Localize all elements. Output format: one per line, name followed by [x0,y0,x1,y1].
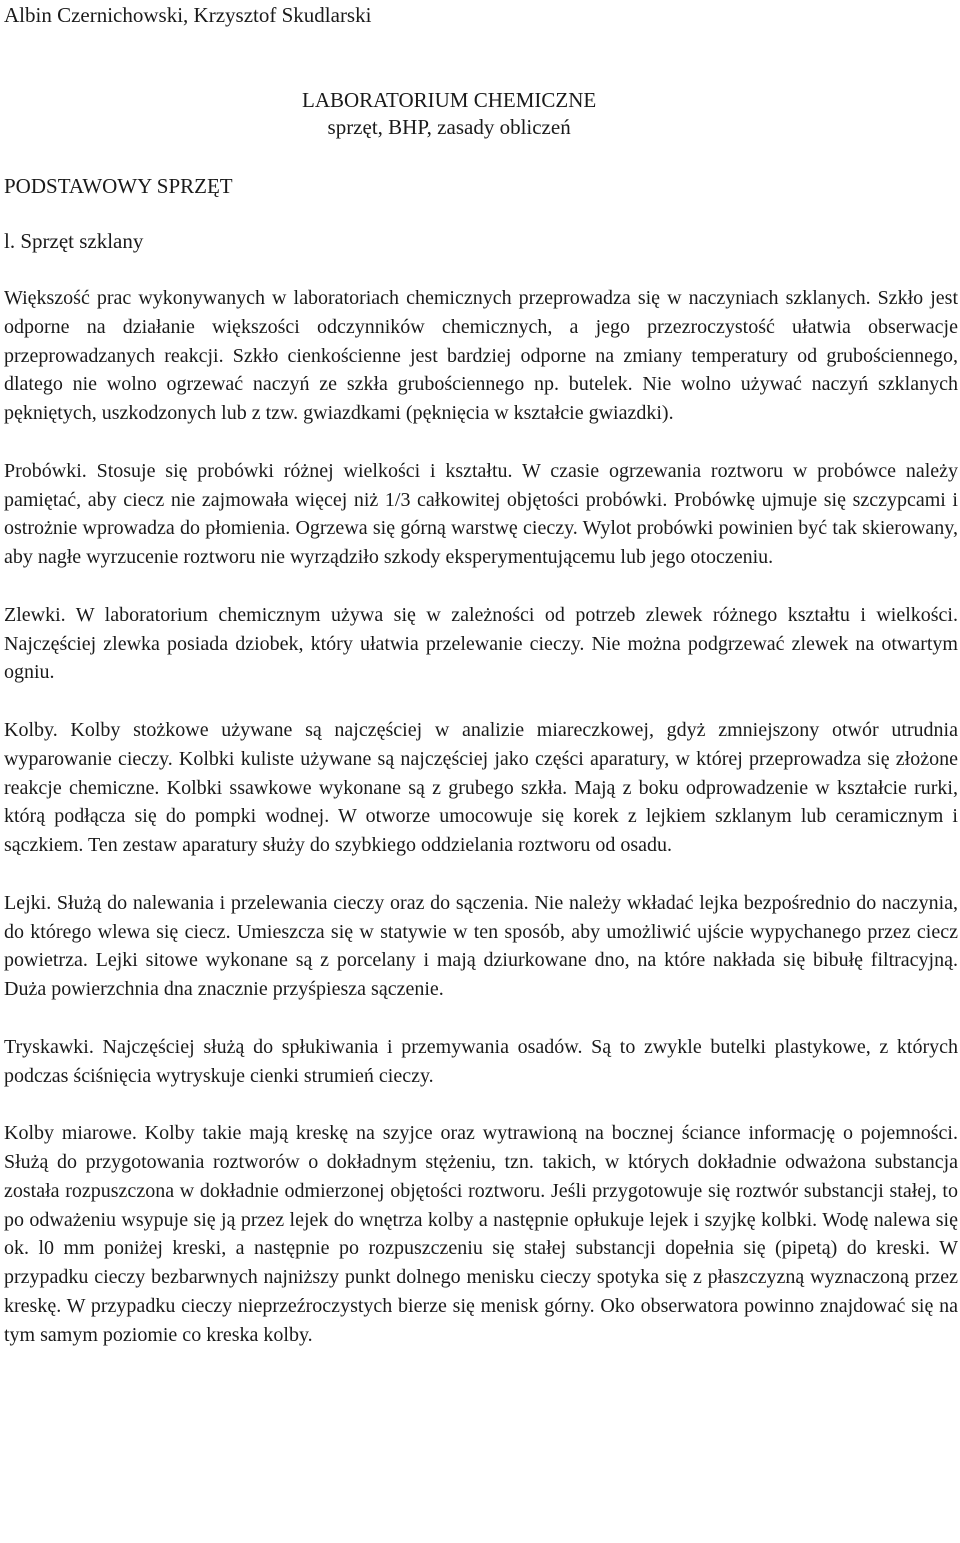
paragraph-volumetric-flasks: Kolby miarowe. Kolby takie mają kreskę na szyjce oraz wytrawioną na bocznej ściance informację o pojemności. Służą do przygotowania roztworów o dokładnym stężeniu, tzn. takich, w których dokładnie odważona substancja została rozpuszczona w dokładnie odmierzonej objętości roztworu. Jeśli przygotowuje się roztwór substancji stałej, to po odważeniu wsypuje się ją przez lejek do wnętrza kolby a następnie opłukuje lejek i szyjkę kolbki. Wodę nalewa się ok. l0 mm poniżej kreski, a następnie po rozpuszczeniu się stałej substancji dopełnia się (pipetą) do kreski. W przypadku cieczy bezbarwnych najniższy punkt dolnego menisku cieczy spotyka się z płaszczyzną wyznaczoną przez kreskę. W przypadku cieczy nieprzeźroczystych bierze się menisk górny. Oko obserwatora powinno znajdować się na tym samym poziomie co kreska kolby. [4,1122,958,1346]
paragraph-flasks: Kolby. Kolby stożkowe używane są najczęściej w analizie miareczkowej, gdyż zmniejszony otwór utrudnia wyparowanie cieczy. Kolbki kuliste używane są najczęściej jako części aparatury, w której przeprowadza się złożone reakcje chemiczne. Kolbki ssawkowe wykonane są z grubego szkła. Mają z boku odprowadzenie w kształcie rurki, którą podłącza się do pompki wodnej. W otworze umocowuje się korek z lejkiem szklanym lub ceramicznym i sączkiem. Ten zestaw aparatury służy do szybkiego oddzielania roztworu od osadu. [4,719,958,856]
body-text [4,284,958,1349]
paragraph-funnels: Lejki. Służą do nalewania i przelewania cieczy oraz do sączenia. Nie należy wkładać lejka bezpośrednio do naczynia, do którego wlewa się ciecz. Umieszcza się w statywie w ten sposób, aby umożliwić ujście wypychanego przez ciecz powietrza. Lejki sitowe wykonane są z porcelany i mają dziurkowane dno, na które nakłada się bibułę filtracyjną. Duża powierzchnia dna znacznie przyśpiesza sączenie. [4,891,958,1000]
section-heading: PODSTAWOWY SPRZĘT [4,174,233,198]
subsection-heading: l. Sprzęt szklany [4,229,144,253]
paragraph-glassware: Większość prac wykonywanych w laboratoriach chemicznych przeprowadza się w naczyniach szklanych. Szkło jest odporne na działanie większości odczynników chemicznych, a jego przezroczystość ułatwia obserwacje przeprowadzanych reakcji. Szkło cienkościenne jest bardziej odporne na zmiany temperatury od grubościennego, dlatego nie wolno ogrzewać naczyń ze szkła grubościennego np. butelek. Nie wolno używać naczyń szklanych pękniętych, uszkodzonych lub z tzw. gwiazdkami (pęknięcia w kształcie gwiazdki). [4,287,958,424]
authors-line: Albin Czernichowski, Krzysztof Skudlarski [4,3,372,27]
document-subtitle: sprzęt, BHP, zasady obliczeń [327,115,571,139]
title-block [302,87,596,141]
paragraph-wash-bottles: Tryskawki. Najczęściej służą do spłukiwania i przemywania osadów. Są to zwykle butelki plastykowe, z których podczas ściśnięcia wytryskuje cienki strumień cieczy. [4,1035,958,1087]
paragraph-beakers: Zlewki. W laboratorium chemicznym używa się w zależności od potrzeb zlewek różnego kształtu i wielkości. Najczęściej zlewka posiada dziobek, który ułatwia przelewanie cieczy. Nie można podgrzewać zlewek na otwartym ogniu. [4,603,958,684]
document-title: LABORATORIUM CHEMICZNE [302,88,597,112]
paragraph-test-tubes: Probówki. Stosuje się probówki różnej wielkości i kształtu. W czasie ogrzewania roztworu w probówce należy pamiętać, aby ciecz nie zajmowała więcej niż 1/3 całkowitej objętości probówki. Probówkę ujmuje się szczypcami i ostrożnie wprowadza do płomienia. Ogrzewa się górną warstwę cieczy. Wylot probówki powinien być tak skierowany, aby nagłe wyrzucenie roztworu nie wyrządziło szkody eksperymentującemu lub jego otoczeniu. [4,459,958,568]
